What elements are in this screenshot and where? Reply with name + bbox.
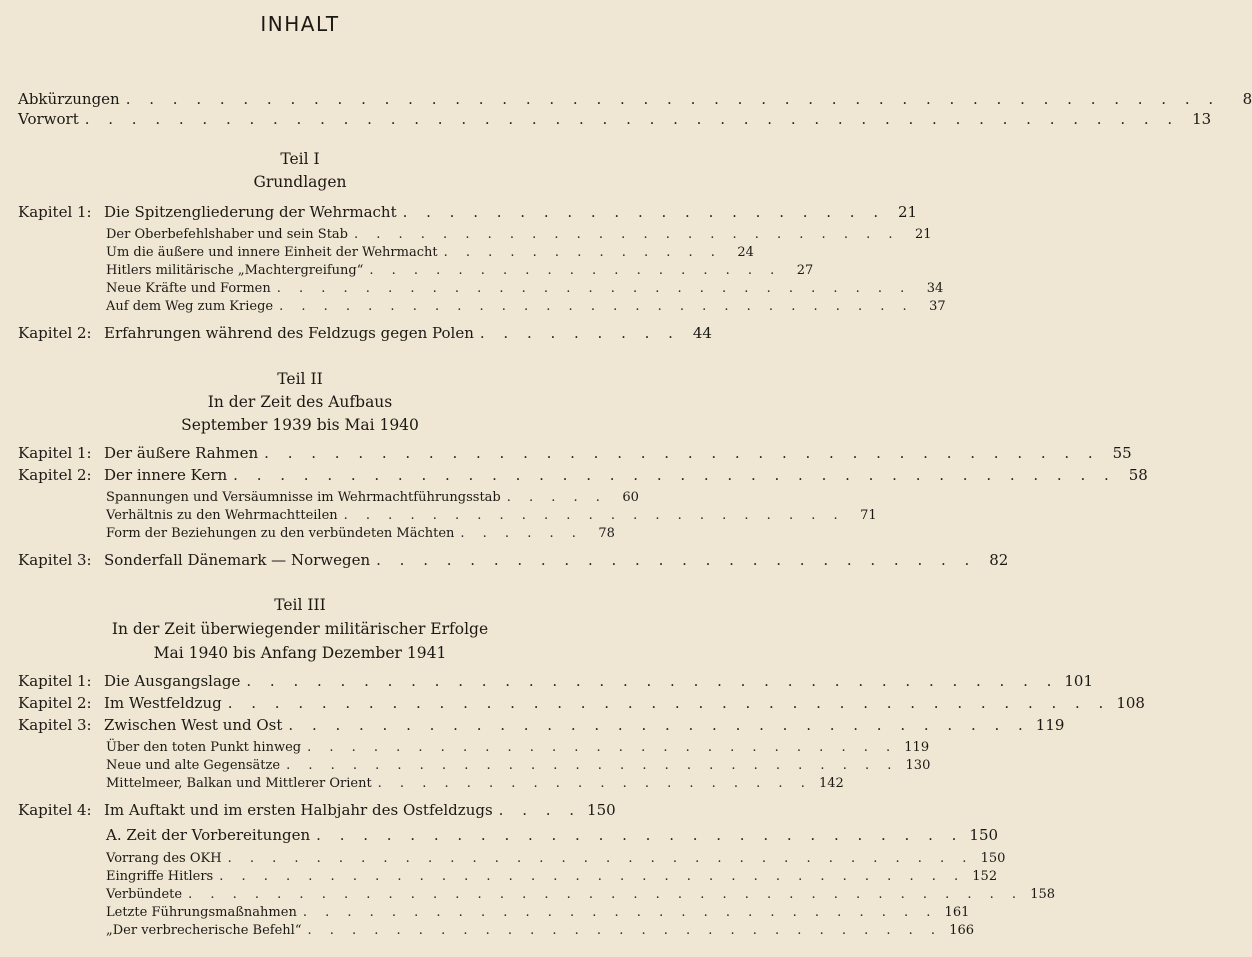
subsection-entry (106, 740, 930, 755)
leader-dots: . . . . . . (460, 526, 583, 541)
entry-text: Spannungen und Versäumnisse im Wehrmachtführungsstab (106, 490, 501, 505)
leader-dots: . . . . . . . . . . . . . . . . . . . . (377, 776, 812, 791)
entry-page: 161 (944, 905, 970, 920)
entry-page: 34 (926, 281, 944, 296)
entry-page: 60 (622, 490, 639, 505)
entry-page: 166 (949, 923, 975, 938)
entry-text: Um die äußere und innere Einheit der Wehrmacht (106, 245, 438, 260)
leader-dots: . . . . . . . . . . . . . . . . . . . . . . . . . . . . . . . . (288, 716, 1030, 734)
toc-entry-abkuerzungen (18, 90, 1252, 108)
entry-page: 152 (972, 869, 998, 884)
entry-page: 101 (1064, 672, 1094, 690)
subsection-entry (106, 490, 639, 505)
chapter-label: Kapitel 1: (18, 203, 92, 221)
entry-text: „Der verbrecherische Befehl“ (106, 923, 302, 938)
subsection-entry (106, 758, 931, 773)
leader-dots: . . . . . . . . . . . . . . . . . . . . . . . . . . . . (286, 758, 899, 773)
subsection-entry (106, 526, 615, 541)
leader-dots: . . . . . . . . . . . . . . . . . . . . . . . . . . . (307, 740, 898, 755)
subsection-entry (106, 923, 975, 938)
chapter-title: Die Ausgangslage (104, 672, 241, 690)
part-dates: Mai 1940 bis Anfang Dezember 1941 (153, 644, 447, 662)
leader-dots: . . . . . . . . . . . . . . . . . . . . . . . . . . (376, 551, 977, 569)
entry-page: 58 (1128, 466, 1148, 484)
subsection-entry (106, 869, 998, 884)
subsection-entry (106, 299, 946, 314)
chapter-title: Die Spitzengliederung der Wehrmacht (104, 203, 397, 221)
chapter-label: Kapitel 1: (18, 444, 92, 462)
entry-text: Hitlers militärische „Machtergreifung“ (106, 263, 364, 278)
entry-text: Vorwort (18, 110, 79, 128)
entry-page: 150 (969, 826, 999, 844)
subsection-entry (106, 227, 932, 242)
chapter-label: Kapitel 1: (18, 672, 92, 690)
page-title: INHALT (260, 12, 340, 36)
entry-text: Mittelmeer, Balkan und Mittlerer Orient (106, 776, 372, 791)
chapter-title: Sonderfall Dänemark — Norwegen (104, 551, 371, 569)
leader-dots: . . . . . . . . . . . . . . . . . . . . . . . . . . . . . . . . . . (219, 869, 966, 884)
section-entry (106, 826, 999, 844)
part-subtitle: In der Zeit des Aufbaus (207, 393, 393, 411)
entry-page: 13 (1192, 110, 1212, 128)
chapter-label: Kapitel 2: (18, 466, 92, 484)
leader-dots: . . . . . . . . . (479, 324, 680, 342)
leader-dots: . . . . . . . . . . . . . . . . . . . . . (402, 203, 886, 221)
entry-text: Vorrang des OKH (106, 851, 222, 866)
entry-text: Der Oberbefehlshaber und sein Stab (106, 227, 348, 242)
part-subtitle: In der Zeit überwiegender militärischer Erfolge (111, 620, 489, 638)
entry-text: Form der Beziehungen zu den verbündeten Mächten (106, 526, 455, 541)
entry-page: 119 (1035, 716, 1065, 734)
subsection-entry (106, 508, 877, 523)
leader-dots: . . . . . . . . . . . . . . . . . . . . . . . . . . . . . . . . . . (227, 851, 974, 866)
entry-page: 44 (692, 324, 712, 342)
chapter-entry (18, 466, 1148, 484)
entry-text: Eingriffe Hitlers (106, 869, 214, 884)
chapter-title: Erfahrungen während des Feldzugs gegen Polen (104, 324, 474, 342)
section-title: A. Zeit der Vorbereitungen (106, 826, 311, 844)
chapter-label: Kapitel 3: (18, 551, 92, 569)
entry-page: 78 (598, 526, 615, 541)
entry-page: 21 (898, 203, 918, 221)
entry-page: 24 (737, 245, 754, 260)
entry-page: 82 (989, 551, 1009, 569)
subsection-entry (106, 263, 814, 278)
entry-text: Verbündete (106, 887, 183, 902)
leader-dots: . . . . . . . . . . . . . . . . . . . . . . . . . . . . . . . . . . . . (264, 444, 1100, 462)
subsection-entry (106, 851, 1006, 866)
toc-entry-vorwort (18, 110, 1212, 128)
leader-dots: . . . . . . . . . . . . . . . . . . . . . . . . . . . . . (307, 923, 943, 938)
entry-page: 55 (1112, 444, 1132, 462)
part-heading: Teil II (277, 370, 323, 388)
chapter-entry (18, 801, 616, 819)
entry-text: Auf dem Weg zum Kriege (106, 299, 274, 314)
entry-page: 21 (914, 227, 932, 242)
leader-dots: . . . . . . . . . . . . . . . . . . . . . . . . . . . . . . . . . . . . . . (227, 694, 1111, 712)
chapter-label: Kapitel 3: (18, 716, 92, 734)
leader-dots: . . . . . . . . . . . . . . . . . . . . . . . . . . . . . . . . . . . . . . . . . . . . . . . (125, 90, 1221, 108)
leader-dots: . . . . . . . . . . . . . . . . . . . . . . . . . . . . . . . . . . . . . . (188, 887, 1024, 902)
entry-page: 150 (587, 801, 616, 819)
entry-text: Neue und alte Gegensätze (106, 758, 281, 773)
chapter-entry (18, 324, 712, 342)
entry-page: 150 (980, 851, 1006, 866)
entry-page: 119 (904, 740, 930, 755)
subsection-entry (106, 887, 1056, 902)
leader-dots: . . . . . . . . . . . . . . . . . . . . . . . . . (354, 227, 900, 242)
leader-dots: . . . . . . . . . . . . . . . . . . . . . . . . . . . . . (276, 281, 912, 296)
chapter-entry (18, 716, 1065, 734)
entry-page: 130 (905, 758, 931, 773)
leader-dots: . . . . . . . . . . . . . . . . . . . . . . . . . . . . . . . . . . . . . . (233, 466, 1116, 484)
leader-dots: . . . . . (506, 490, 607, 505)
entry-text: Letzte Führungsmaßnahmen (106, 905, 297, 920)
part-dates: September 1939 bis Mai 1940 (181, 416, 419, 434)
part-subtitle: Grundlagen (253, 173, 347, 191)
chapter-entry (18, 694, 1145, 712)
leader-dots: . . . . (498, 801, 582, 819)
chapter-title: Im Auftakt und im ersten Halbjahr des Ostfeldzugs (104, 801, 493, 819)
leader-dots: . . . . . . . . . . . . . . . . . . . . . . . . . . . . . . . . . . . (246, 672, 1059, 690)
entry-text: Neue Kräfte und Formen (106, 281, 271, 296)
chapter-title: Im Westfeldzug (104, 694, 222, 712)
chapter-entry (18, 672, 1094, 690)
chapter-label: Kapitel 4: (18, 801, 92, 819)
entry-text: Verhältnis zu den Wehrmachtteilen (106, 508, 338, 523)
subsection-entry (106, 245, 754, 260)
leader-dots: . . . . . . . . . . . . . . . . . . . . . . . (343, 508, 845, 523)
chapter-entry (18, 203, 918, 221)
part-heading: Teil III (274, 596, 326, 614)
entry-page: 71 (860, 508, 877, 523)
chapter-title: Der innere Kern (104, 466, 228, 484)
chapter-label: Kapitel 2: (18, 324, 92, 342)
leader-dots: . . . . . . . . . . . . . . . . . . . . . . . . . . . . . (279, 299, 914, 314)
subsection-entry (106, 905, 970, 920)
leader-dots: . . . . . . . . . . . . . (443, 245, 722, 260)
subsection-entry (106, 776, 844, 791)
entry-text: Über den toten Punkt hinweg (106, 740, 302, 755)
entry-page: 158 (1030, 887, 1056, 902)
part-heading: Teil I (280, 150, 320, 168)
entry-page: 108 (1116, 694, 1145, 712)
subsection-entry (106, 281, 944, 296)
chapter-title: Der äußere Rahmen (104, 444, 259, 462)
entry-page: 27 (796, 263, 814, 278)
chapter-entry (18, 551, 1009, 569)
chapter-label: Kapitel 2: (18, 694, 92, 712)
leader-dots: . . . . . . . . . . . . . . . . . . . . . . . . . . . . . (302, 905, 938, 920)
entry-text: Abkürzungen (18, 90, 120, 108)
entry-page: 37 (929, 299, 946, 314)
leader-dots: . . . . . . . . . . . . . . . . . . . . . . . . . . . . . . . . . . . . . . . . . . . . . . . (84, 110, 1180, 128)
entry-page: 8 (1242, 90, 1252, 108)
chapter-title: Zwischen West und Ost (104, 716, 283, 734)
entry-page: 142 (819, 776, 844, 791)
leader-dots: . . . . . . . . . . . . . . . . . . . . . . . . . . . . (316, 826, 964, 844)
chapter-entry (18, 444, 1132, 462)
leader-dots: . . . . . . . . . . . . . . . . . . . (369, 263, 782, 278)
